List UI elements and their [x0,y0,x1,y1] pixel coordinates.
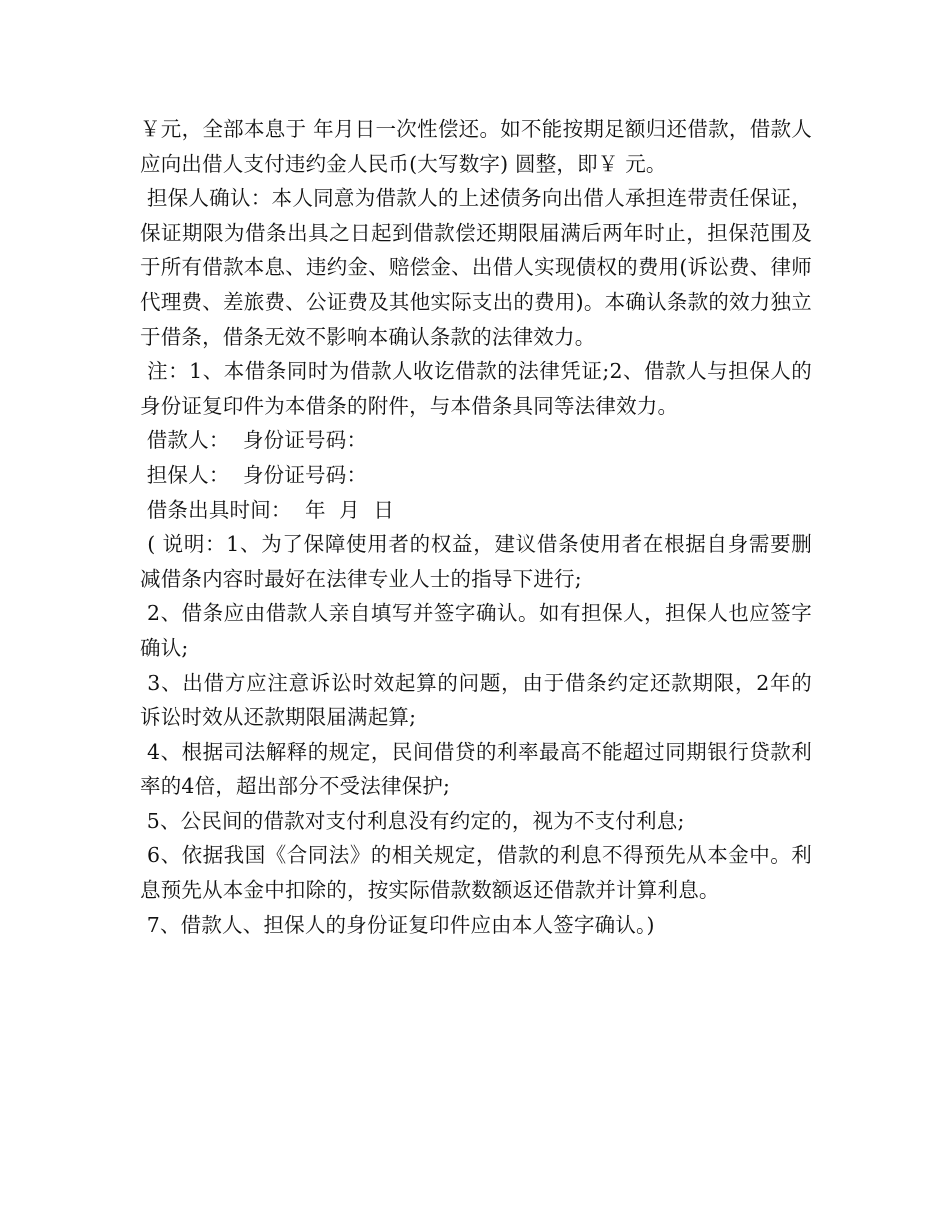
explanation-item-2: 2、借条应由借款人亲自填写并签字确认。如有担保人，担保人也应签字确认; [140,601,812,660]
guarantor-confirmation-paragraph: 担保人确认：本人同意为借款人的上述债务向出借人承担连带责任保证，保证期限为借条出具之日起到借款偿还期限届满后两年时止，担保范围及于所有借款本息、违约金、赔偿金、出借人实现债权的费用(诉讼费、律师代理费、差旅费、公证费及其他实际支出的费用)。本确认条款的效力独立于借条，借条无效不影响本确认条款的法律效力。 [140,186,812,349]
borrower-signature-line: 借款人： 身份证号码： [140,428,368,453]
explanation-item-1: ( 说明：1、为了保障使用者的权益，建议借条使用者在根据自身需要删减借条内容时最好在法律专业人士的指导下进行; [140,532,813,591]
explanation-item-5: 5、公民间的借款对支付利息没有约定的，视为不支付利息; [140,808,685,833]
explanation-item-3: 3、出借方应注意诉讼时效起算的问题，由于借条约定还款期限，2年的诉讼时效从还款期限届满起算; [140,670,813,730]
repayment-terms-paragraph: ￥元，全部本息于 年月日一次性偿还。如不能按期足额归还借款，借款人应向出借人支付违约金人民币(大写数字) 圆整，即￥ 元。 [140,117,812,176]
explanation-item-6: 6、依据我国《合同法》的相关规定，借款的利息不得预先从本金中。利息预先从本金中扣除的，按实际借款数额返还借款并计算利息。 [140,843,812,903]
explanation-item-4: 4、根据司法解释的规定，民间借贷的利率最高不能超过同期银行贷款利率的4倍，超出部分不受法律保护; [140,739,812,799]
guarantor-signature-line: 担保人： 身份证号码： [140,462,368,487]
explanation-item-7: 7、借款人、担保人的身份证复印件应由本人签字确认。) [140,912,655,937]
issue-date-line: 借条出具时间： 年 月 日 [140,497,395,522]
document-body [140,112,812,942]
note-paragraph: 注：1、本借条同时为借款人收讫借款的法律凭证;2、借款人与担保人的身份证复印件为本借条的附件，与本借条具同等法律效力。 [140,359,813,418]
